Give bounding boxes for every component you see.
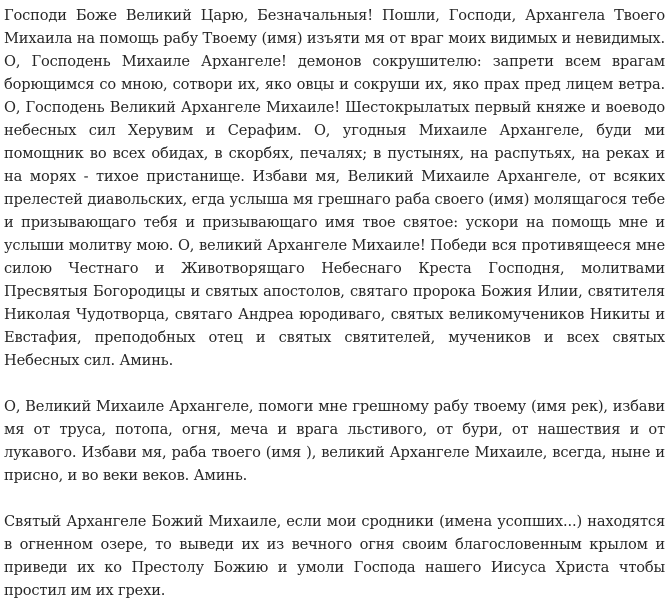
prayer-paragraph-2: О, Великий Михаиле Архангеле, помоги мне грешному рабу твоему (имя рек), избави мя от труса, потопа, огня, меча и врага льстивого, от бури, от нашествия и от лукавого. Избави мя, раба твоего (имя ), великий Архангеле Михаиле, всегда, ныне и присно, и во веки веков. Аминь. — [4, 398, 665, 484]
prayer-paragraph-3: Святый Архангеле Божий Михаиле, если мои сродники (имена усопших...) находятся в огненном озере, то выведи их из вечного огня своим благословенным крылом и приведи их ко Престолу Божию и умоли Господа нашего Иисуса Христа чтобы простил им их грехи. — [4, 513, 665, 599]
prayer-document — [4, 4, 665, 602]
prayer-paragraph-1: Господи Боже Великий Царю, Безначальныя! Пошли, Господи, Архангела Твоего Михаила на помощь рабу Твоему (имя) изъяти мя от враг моих видимых и невидимых. О, Господень Михаиле Архангеле! демонов сокрушителю: запрети всем врагам борющимся со мною, сотвори их, яко овцы и сокруши их, яко прах пред лицем ветра. О, Господень Великий Архангеле Михаиле! Шестокрылатых первый княже и воеводо небесных сил Херувим и Серафим. О, угодныя Михаиле Архангеле, буди ми помощник во всех обидах, в скорбях, печалях; в пустынях, на распутьях, на реках и на морях - тихое пристанище. Избави мя, Великий Михаиле Архангеле, от всяких прелестей диавольских, егда услыша мя грешнаго раба своего (имя) молящагося тебе и призывающаго тебя и призывающаго имя твое святое: ускори на помощь мне и услыши молитву мою. О, великий Архангеле Михаиле! Победи вся противящееся мне силою Честнаго и Животворящаго Небеснаго Креста Господня, молитвами Пресвятыя Богородицы и святых апостолов, святаго пророка Божия Илии, святителя Николая Чудотворца, святаго Андреа юродиваго, святых великомучеников Никиты и Евстафия, преподобных отец и святых святителей, мучеников и всех святых Небесных сил. Аминь. — [4, 7, 665, 369]
